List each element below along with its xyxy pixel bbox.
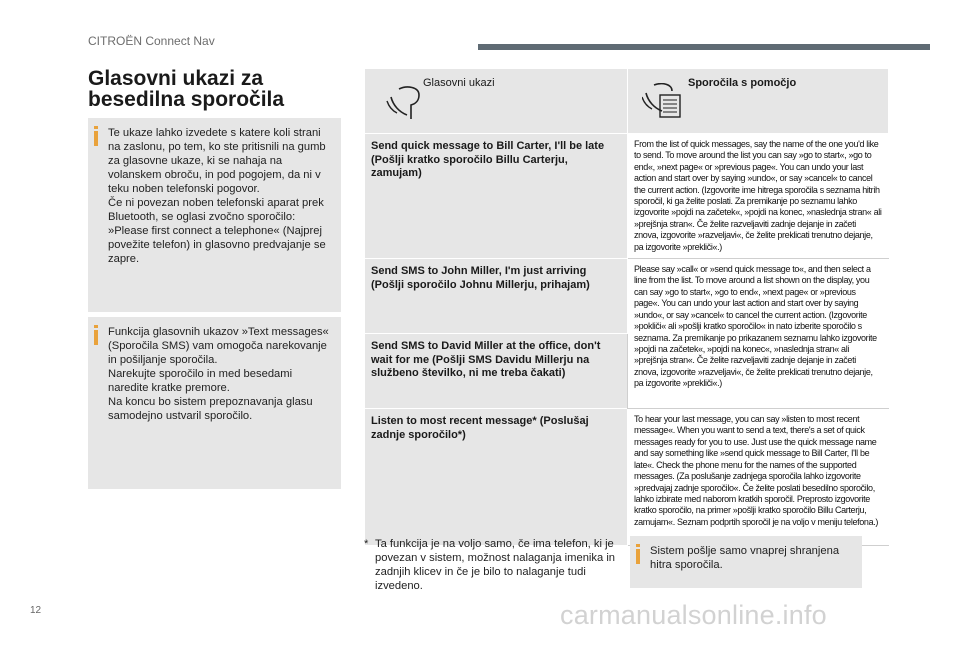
command-cell: Send SMS to David Miller at the office, don't wait for me (Pošlji SMS Davidu Millerju na službeno številko, ni me treba čakati) xyxy=(365,334,628,409)
help-cell: To hear your last message, you can say »listen to most recent message«. When you want to send a text, there's a set of quick messages ready for you to use. Just use the quick message name and say something like »send quick message to Bill Carter, I'll be late«. Check the phone menu for the names of the supported messages. (Za poslušanje zadnjega sporočila lahko izgovorite »predvajaj zadnje sporočilo«. Če želite poslati besedilno sporočilo, lahko izbirate med naborom kratkih sporočil. Preprosto izgovorite kratko sporočilo, na primer »pošlji kratko sporočilo Billu Carterju, zamujam«. Seznam podprtih sporočil je na voljo v meniju telefona.) xyxy=(628,409,889,546)
command-cell: Send quick message to Bill Carter, I'll be late (Pošlji kratko sporočilo Billu Carterju, zamujam) xyxy=(365,134,628,259)
info-box-commands xyxy=(88,118,341,312)
command-cell: Send SMS to John Miller, I'm just arriving (Pošlji sporočilo Johnu Millerju, prihajam) xyxy=(365,259,628,334)
document-header-title: CITROËN Connect Nav xyxy=(88,34,215,48)
table-row xyxy=(365,259,889,334)
info-icon xyxy=(94,126,98,146)
voice-command-icon xyxy=(385,85,423,121)
page-number: 12 xyxy=(30,605,42,616)
info-box-text: Sistem pošlje samo vnaprej shranjena hitra sporočila. xyxy=(650,545,840,571)
info-box-quick-messages xyxy=(630,536,862,588)
column-header-voice-commands xyxy=(365,69,628,134)
column-header-help-messages xyxy=(628,69,889,134)
footnote xyxy=(364,537,620,593)
help-cell: From the list of quick messages, say the name of the one you'd like to send. To move around the list you can say »go to start«, »go to end«, »next page« or »previous page«. You can undo your last action and start over by saying »undo«, or say »cancel« to cancel the current action. (Izgovorite ime hitrega sporočila s seznama hitrih sporočil, ki ga želite poslati. Za premikanje po seznamu lahko izgovorite »pojdi na začetek«, »pojdi na konec, »naslednja stran« ali »prejšnja stran«. Če želite razveljaviti zadnje dejanje in začeti znova, izgovorite »razveljavi«, če želite preklicati trenutno dejanje, pa izgovorite »prekliči«.) xyxy=(628,134,889,259)
table-row xyxy=(365,409,889,546)
footnote-text: Ta funkcija je na voljo samo, če ima telefon, ki je povezan v sistem, možnost nalaganja imenika in zadnjih klicev in če je bilo to nalaganje tudi izvedeno. xyxy=(375,538,616,592)
header-bar xyxy=(478,44,930,50)
watermark: carmanualsonline.info xyxy=(560,600,827,630)
info-box-text: Te ukaze lahko izvedete s katere koli strani na zaslonu, po tem, ko ste pritisnili na gumb za glasovne ukaze, ki se nahaja na volanskem obroču, in pod pogojem, da ni v teku noben telefonski pogovor. Če ni povezan noben telefonski aparat prek Bluetooth, se oglasi zvočno sporočilo: »Please first connect a telephone« (Najprej povežite telefon) in glasovno predvajanje se zapre. xyxy=(108,127,326,265)
info-icon xyxy=(94,325,98,345)
command-cell: Listen to most recent message* (Poslušaj zadnje sporočilo*) xyxy=(365,409,628,546)
table-row xyxy=(365,134,889,259)
message-help-icon xyxy=(642,83,682,121)
info-icon xyxy=(636,544,640,564)
info-box-text: Funkcija glasovnih ukazov »Text messages« (Sporočila SMS) vam omogoča narekovanje in pošiljanje sporočila. Narekujte sporočilo in med besedami naredite kratke premore. Na koncu bo sistem prepoznavanja glasu samodejno ustvaril sporočilo. xyxy=(108,326,329,422)
section-title: Glasovni ukazi za besedilna sporočila xyxy=(88,67,285,111)
info-box-text-messages xyxy=(88,317,341,489)
column-header-label: Sporočila s pomočjo xyxy=(688,77,797,89)
footnote-marker: * xyxy=(364,538,369,550)
column-header-label: Glasovni ukazi xyxy=(423,77,495,89)
voice-commands-table xyxy=(364,68,889,546)
help-cell: Please say »call« or »send quick message to«, and then select a line from the list. To move around a list shown on the display, you can say »go to start«, »go to end«, »next page« or »previous page«. You can undo your last action and start over by saying »undo«, or say »cancel« to cancel the current action. (Izgovorite »pokliči« ali »pošlji kratko sporočilo« in nato izberite sporočilo s seznama. Za premikanje po prikazanem seznamu lahko izgovorite »pojdi na začetek«, »pojdi na konec«, »naslednja stran« ali »prejšnja stran«. Če želite razveljaviti zadnje dejanje in začeti znova, izgovorite »razveljavi«, če želite preklicati trenutno dejanje, pa izgovorite »prekliči«.) xyxy=(628,259,889,409)
